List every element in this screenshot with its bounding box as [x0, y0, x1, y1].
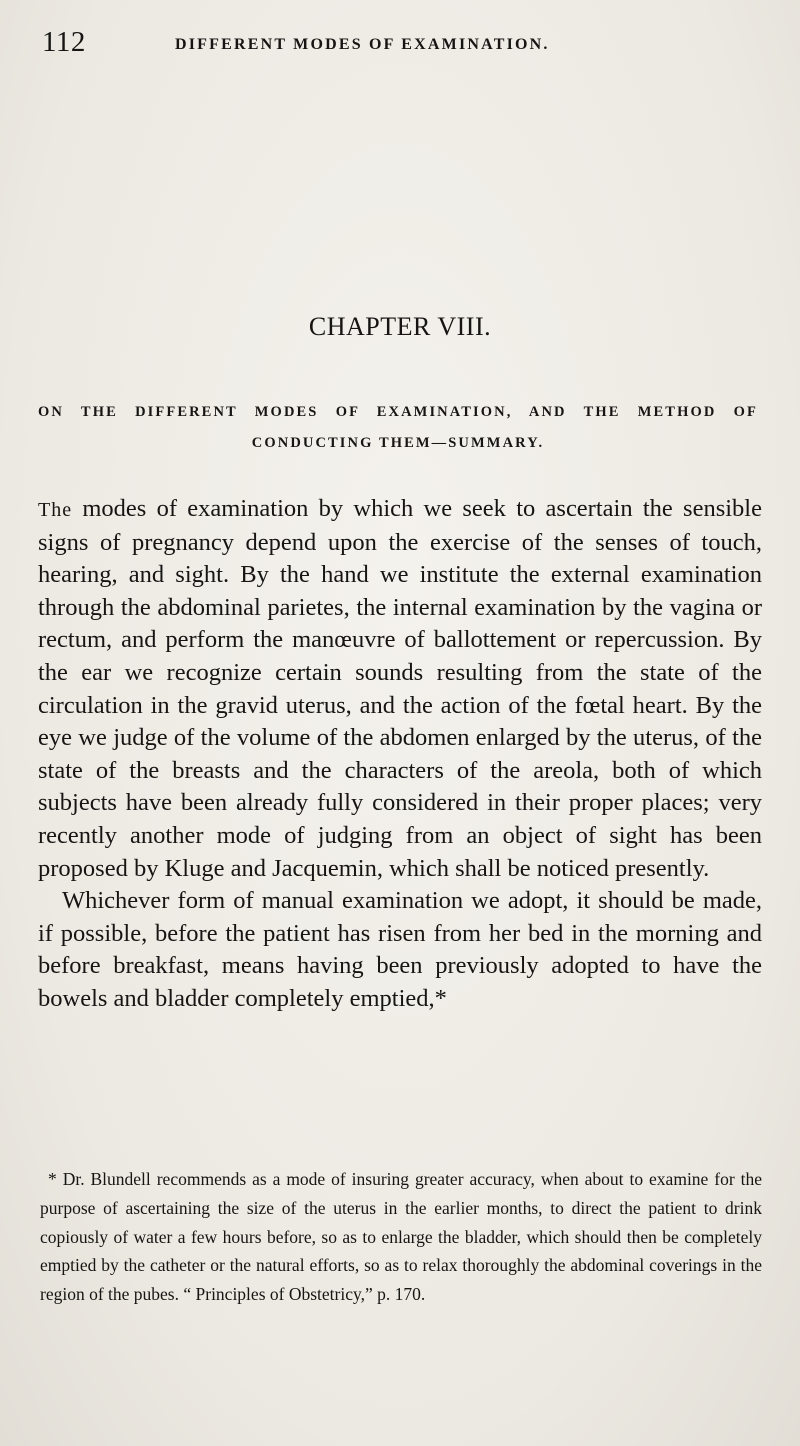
- paragraph-1: [38, 493, 762, 885]
- footnote: * Dr. Blundell recommends as a mode of insuring greater accuracy, when about to examine for the purpose of ascertaining the size of the uterus in the earlier months, to direct the patient to drink copiously of water a few hours before, so as to enlarge the bladder, which should then be completely emptied by the catheter or the natural efforts, so as to relax thoroughly the abdominal coverings in the region of the pubes. “ Principles of Obstetricy,” p. 170.: [40, 1169, 762, 1305]
- page-number: 112: [42, 26, 86, 58]
- running-title: DIFFERENT MODES OF EXAMINATION.: [175, 36, 550, 53]
- paragraph-2: Whichever form of manual examination we adopt, it should be made, if possible, before the patient has risen from her bed in the morning and before breakfast, means having been previously adopted to have the bowels and bladder completely emptied,*: [38, 887, 762, 1012]
- paragraph-1-text: modes of examination by which we seek to ascertain the sensible signs of pregnancy depend upon the exercise of the senses of touch, hearing, and sight. By the hand we institute the external examination through the abdominal parietes, the internal examination by the vagina or rectum, and perform the manœuvre of ballottement or repercussion. By the ear we recognize certain sounds resulting from the state of the circulation in the gravid uterus, and the action of the fœtal heart. By the eye we judge of the volume of the abdomen enlarged by the uterus, of the state of the breasts and the characters of the areola, both of which subjects have been already fully considered in their proper places; very recently another mode of judging from an object of sight has been proposed by Kluge and Jacquemin, which shall be noticed presently.: [38, 495, 762, 882]
- chapter-subtitle: ON THE DIFFERENT MODES OF EXAMINATION, AND THE METHOD OF CONDUCTING THEM—SUMMARY.: [38, 404, 758, 451]
- paragraph-1-lead: The: [38, 499, 73, 521]
- running-header: [42, 26, 762, 66]
- chapter-heading: CHAPTER VIII.: [308, 312, 492, 341]
- body-text: [38, 493, 762, 1016]
